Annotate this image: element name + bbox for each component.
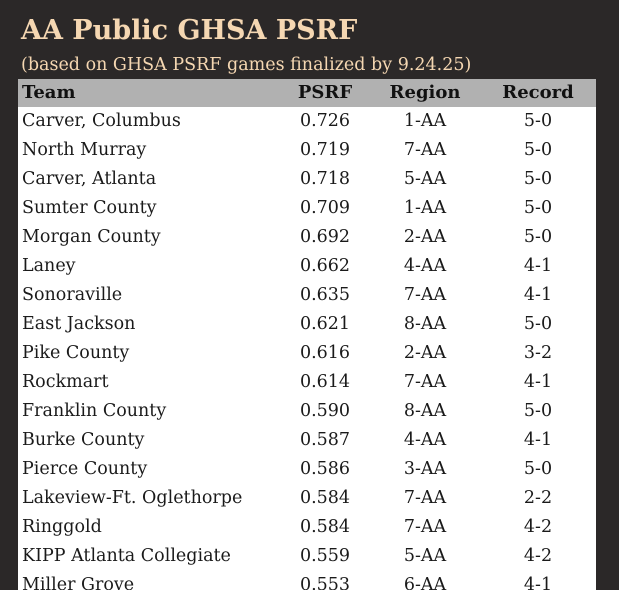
cell-psrf: 0.553 [299, 575, 351, 590]
cell-region: 2-AA [403, 343, 447, 363]
cell-record: 4-1 [523, 575, 553, 590]
column-header-record: Record [502, 82, 574, 103]
cell-record: 5-0 [523, 227, 553, 247]
table-row [18, 542, 596, 571]
table-header [18, 79, 596, 107]
cell-psrf: 0.584 [299, 517, 351, 537]
cell-team: Burke County [22, 430, 145, 450]
cell-region: 1-AA [403, 198, 447, 218]
cell-team: Pike County [22, 343, 130, 363]
cell-record: 3-2 [523, 343, 553, 363]
cell-team: Sonoraville [22, 285, 123, 305]
cell-region: 7-AA [403, 488, 447, 508]
cell-psrf: 0.587 [299, 430, 351, 450]
cell-record: 5-0 [523, 314, 553, 334]
table-row [18, 513, 596, 542]
cell-region: 5-AA [403, 546, 447, 566]
rankings-table [18, 79, 596, 590]
cell-record: 4-2 [523, 546, 553, 566]
cell-team: Carver, Columbus [22, 111, 181, 131]
cell-psrf: 0.559 [299, 546, 351, 566]
cell-region: 7-AA [403, 140, 447, 160]
cell-region: 8-AA [403, 314, 447, 334]
table-row [18, 455, 596, 484]
cell-record: 4-1 [523, 285, 553, 305]
cell-psrf: 0.635 [299, 285, 351, 305]
page-title: AA Public GHSA PSRF [21, 15, 358, 46]
table-row [18, 107, 596, 136]
table-row [18, 252, 596, 281]
table-row [18, 223, 596, 252]
cell-psrf: 0.584 [299, 488, 351, 508]
cell-record: 5-0 [523, 401, 553, 421]
table-row [18, 339, 596, 368]
cell-psrf: 0.614 [299, 372, 351, 392]
table-row [18, 368, 596, 397]
cell-psrf: 0.586 [299, 459, 351, 479]
cell-team: Ringgold [22, 517, 102, 537]
cell-team: Pierce County [22, 459, 148, 479]
cell-region: 2-AA [403, 227, 447, 247]
cell-region: 1-AA [403, 111, 447, 131]
table-body [18, 107, 596, 590]
cell-record: 4-1 [523, 430, 553, 450]
cell-region: 8-AA [403, 401, 447, 421]
cell-region: 6-AA [403, 575, 447, 590]
cell-record: 5-0 [523, 140, 553, 160]
table-row [18, 310, 596, 339]
table-row [18, 484, 596, 513]
table-row [18, 165, 596, 194]
rankings-table-container[interactable] [18, 79, 596, 590]
table-row [18, 397, 596, 426]
cell-psrf: 0.709 [299, 198, 351, 218]
cell-region: 7-AA [403, 517, 447, 537]
cell-team: East Jackson [22, 314, 136, 334]
cell-record: 2-2 [523, 488, 553, 508]
cell-record: 5-0 [523, 169, 553, 189]
table-row [18, 194, 596, 223]
table-row [18, 426, 596, 455]
cell-psrf: 0.616 [299, 343, 351, 363]
cell-record: 4-2 [523, 517, 553, 537]
cell-team: Carver, Atlanta [22, 169, 157, 189]
cell-record: 5-0 [523, 198, 553, 218]
cell-psrf: 0.692 [299, 227, 351, 247]
cell-record: 4-1 [523, 372, 553, 392]
column-header-team: Team [22, 82, 76, 103]
cell-psrf: 0.662 [299, 256, 351, 276]
cell-region: 4-AA [403, 430, 447, 450]
cell-region: 7-AA [403, 285, 447, 305]
cell-psrf: 0.590 [299, 401, 351, 421]
cell-team: KIPP Atlanta Collegiate [22, 546, 231, 566]
table-row [18, 136, 596, 165]
header-row [18, 79, 596, 107]
cell-team: North Murray [22, 140, 147, 160]
page-subtitle: (based on GHSA PSRF games finalized by 9.24.25) [21, 55, 472, 75]
table-row [18, 281, 596, 310]
cell-team: Sumter County [22, 198, 157, 218]
column-header-psrf: PSRF [297, 82, 353, 103]
cell-team: Franklin County [22, 401, 167, 421]
cell-psrf: 0.621 [299, 314, 351, 334]
cell-region: 4-AA [403, 256, 447, 276]
cell-psrf: 0.718 [299, 169, 351, 189]
cell-team: Miller Grove [22, 575, 135, 590]
cell-team: Lakeview-Ft. Oglethorpe [22, 488, 243, 508]
cell-team: Rockmart [22, 372, 109, 392]
cell-region: 3-AA [403, 459, 447, 479]
column-header-region: Region [389, 82, 461, 103]
cell-record: 4-1 [523, 256, 553, 276]
cell-record: 5-0 [523, 111, 553, 131]
cell-psrf: 0.726 [299, 111, 351, 131]
cell-team: Morgan County [22, 227, 161, 247]
cell-team: Laney [22, 256, 76, 276]
cell-psrf: 0.719 [299, 140, 351, 160]
cell-record: 5-0 [523, 459, 553, 479]
cell-region: 5-AA [403, 169, 447, 189]
table-row [18, 571, 596, 590]
cell-region: 7-AA [403, 372, 447, 392]
